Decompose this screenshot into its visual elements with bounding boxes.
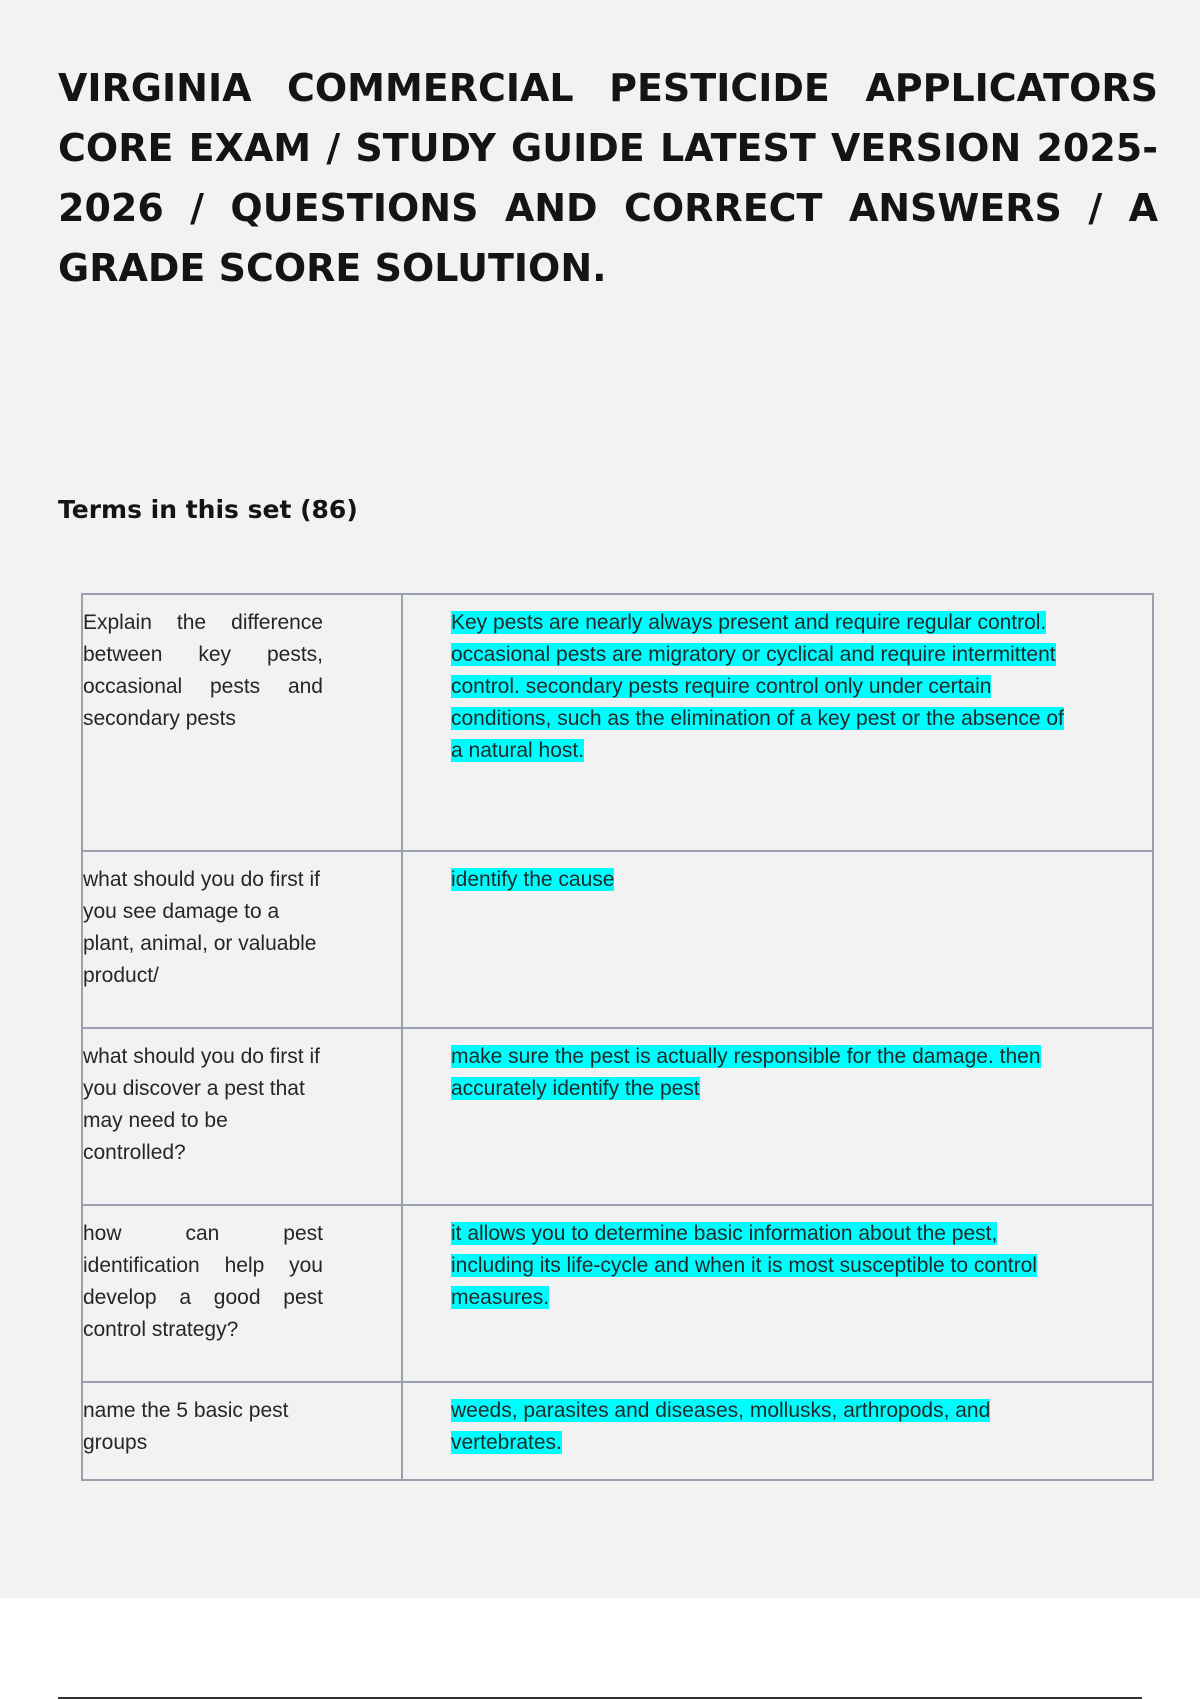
term-text: name the 5 basic pest groups bbox=[83, 1399, 289, 1454]
term-cell bbox=[82, 594, 402, 851]
definition-cell bbox=[402, 1028, 1153, 1205]
definition-text: it allows you to determine basic information about the pest, including its life-cycle and when it is most susceptible to control measures. bbox=[451, 1222, 1037, 1309]
term-text: what should you do first if you discover a pest that may need to be controlled? bbox=[83, 1045, 320, 1164]
table-row bbox=[82, 1028, 1153, 1205]
term-text: how can pest identification help you develop a good pest control strategy? bbox=[83, 1222, 323, 1341]
term-cell bbox=[82, 1205, 402, 1382]
definition-cell bbox=[402, 1382, 1153, 1480]
table-row bbox=[82, 1205, 1153, 1382]
definition-text: make sure the pest is actually responsible for the damage. then accurately identify the pest bbox=[451, 1045, 1041, 1100]
terms-count-heading: Terms in this set (86) bbox=[58, 495, 358, 524]
definition-text: weeds, parasites and diseases, mollusks, arthropods, and vertebrates. bbox=[451, 1399, 991, 1454]
terms-table bbox=[81, 593, 1154, 1481]
definition-text: identify the cause bbox=[451, 868, 615, 891]
document-title: VIRGINIA COMMERCIAL PESTICIDE APPLICATORS CORE EXAM / STUDY GUIDE LATEST VERSION 2025-2026 / QUESTIONS AND CORRECT ANSWERS / A GRADE SCORE SOLUTION. bbox=[58, 66, 1158, 290]
definition-cell bbox=[402, 1205, 1153, 1382]
term-cell bbox=[82, 1382, 402, 1480]
table-row bbox=[82, 851, 1153, 1028]
definition-text: Key pests are nearly always present and require regular control. occasional pests are migratory or cyclical and require intermittent control. secondary pests require control only under certain conditions, such as the elimination of a key pest or the absence of a natural host. bbox=[451, 611, 1064, 762]
table-row bbox=[82, 594, 1153, 851]
term-text: Explain the difference between key pests, occasional pests and secondary pests bbox=[83, 611, 323, 730]
term-cell bbox=[82, 1028, 402, 1205]
definition-cell bbox=[402, 851, 1153, 1028]
term-text: what should you do first if you see damage to a plant, animal, or valuable product/ bbox=[83, 868, 320, 987]
definition-cell bbox=[402, 594, 1153, 851]
table-row bbox=[82, 1382, 1153, 1480]
footer-rule bbox=[58, 1697, 1142, 1699]
term-cell bbox=[82, 851, 402, 1028]
